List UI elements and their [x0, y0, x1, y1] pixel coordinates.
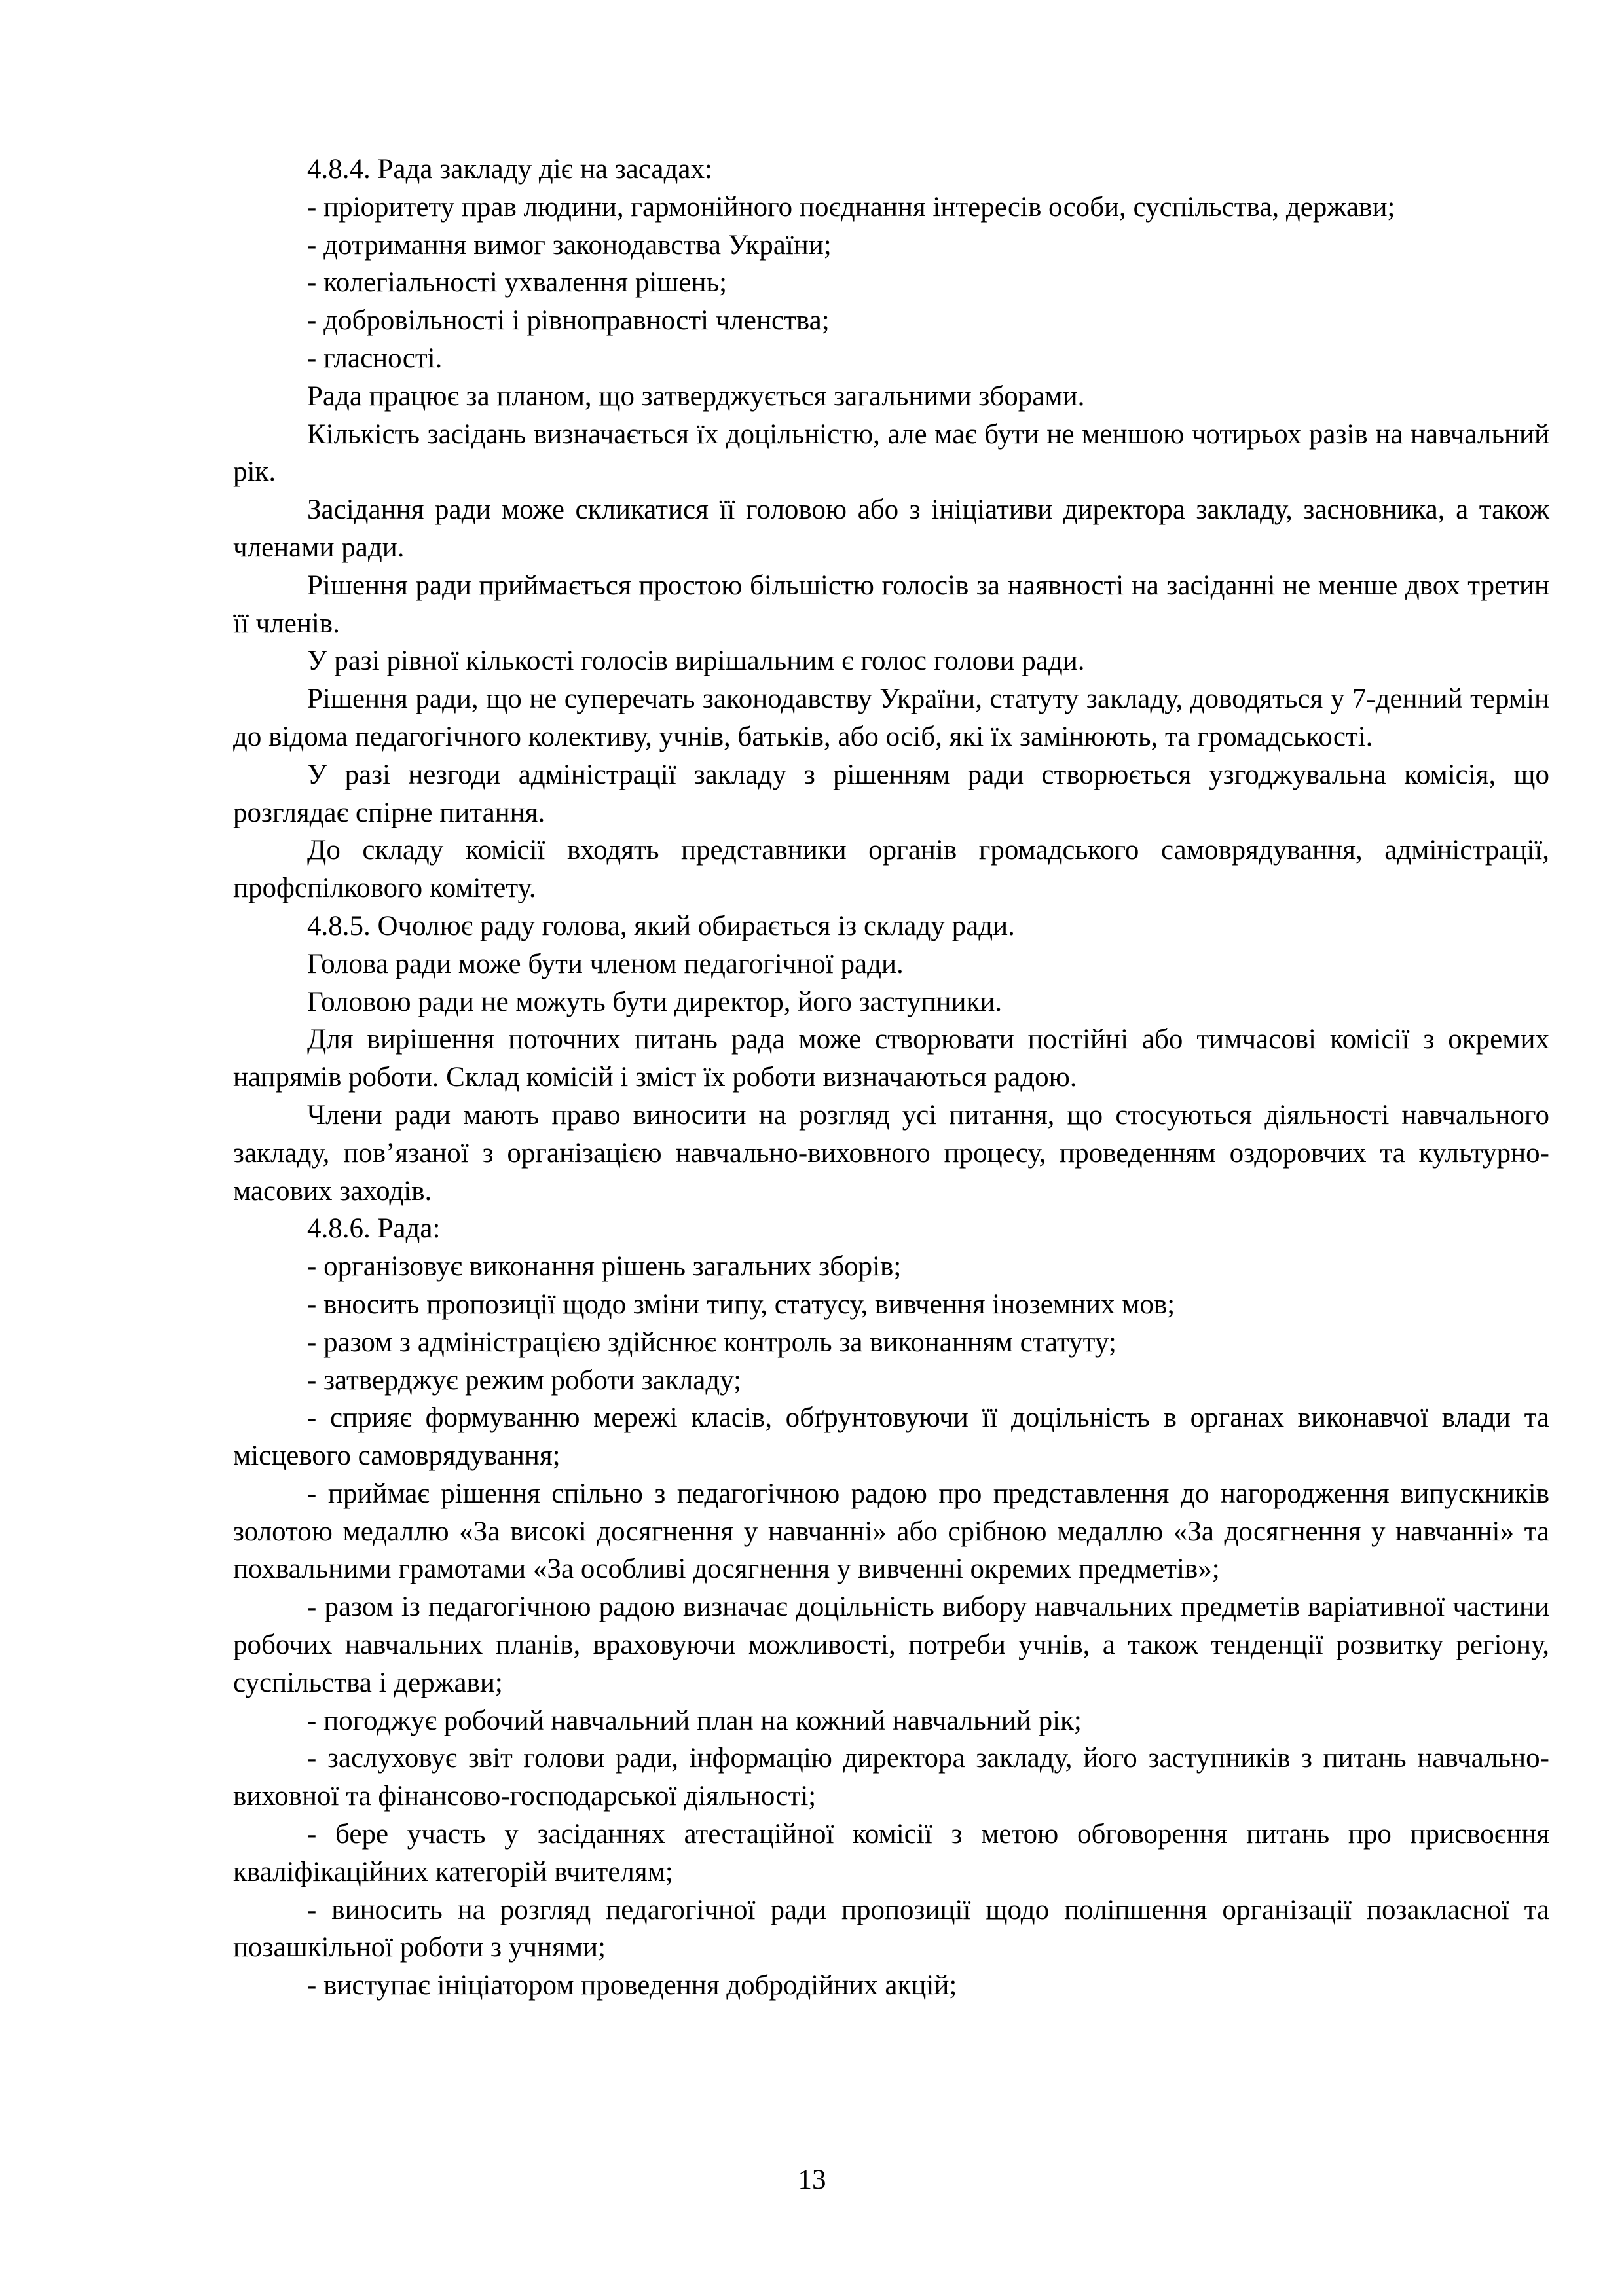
paragraph: 4.8.6. Рада: [307, 1213, 441, 1245]
list-item: - пріоритету прав людини, гармонійного поєднання інтересів особи, суспільства, держави; [307, 191, 1395, 223]
document-body [233, 151, 1549, 2005]
paragraph: Засідання ради може скликатися її головою або з ініціативи директора закладу, засновника, а також членами ради. [233, 494, 1549, 563]
paragraph: Кількість засідань визначається їх доцільністю, але має бути не меншою чотирьох разів на навчальний рік. [233, 418, 1549, 488]
list-item: - організовує виконання рішень загальних зборів; [307, 1251, 902, 1283]
list-item: - разом з адміністрацією здійснює контроль за виконанням статуту; [307, 1326, 1116, 1358]
paragraph: Рішення ради, що не суперечать законодавству України, статуту закладу, доводяться у 7-денний термін до відома педагогічного колективу, учнів, батьків, або осіб, які їх замінюють, та громадськості. [233, 683, 1549, 752]
paragraph: У разі рівної кількості голосів вирішальним є голос голови ради. [307, 646, 1085, 677]
paragraph: Рада працює за планом, що затверджується загальними зборами. [307, 380, 1085, 412]
paragraph: Члени ради мають право виносити на розгляд усі питання, що стосуються діяльності навчального закладу, пов’язаної з організацією навчально-виховного процесу, проведенням оздоровчих та культурно-масових заходів. [233, 1099, 1549, 1207]
page-number: 13 [798, 2164, 826, 2195]
list-item: - сприяє формуванню мережі класів, обґрунтовуючи її доцільність в органах виконавчої влади та місцевого самоврядування; [233, 1402, 1549, 1472]
list-item: - бере участь у засіданнях атестаційної комісії з метою обговорення питань про присвоєння кваліфікаційних категорій вчителям; [233, 1819, 1549, 1887]
paragraph: 4.8.5. Очолює раду голова, який обирається із складу ради. [307, 910, 1015, 941]
list-item: - вносить пропозиції щодо зміни типу, статусу, вивчення іноземних мов; [307, 1288, 1175, 1320]
list-item: - заслуховує звіт голови ради, інформацію директора закладу, його заступників з питань навчально-виховної та фінансово-господарської діяльності; [233, 1743, 1549, 1812]
list-item: - дотримання вимог законодавства України; [307, 229, 832, 261]
list-item: - виступає ініціатором проведення добродійних акцій; [307, 1970, 957, 2001]
list-item: - гласності. [307, 342, 443, 374]
paragraph: У разі незгоди адміністрації закладу з рішенням ради створюється узгоджувальна комісія, що розглядає спірне питання. [233, 759, 1549, 828]
list-item: - разом із педагогічною радою визначає доцільність вибору навчальних предметів варіативної частини робочих навчальних планів, враховуючи можливості, потреби учнів, а також тенденції розвитку регіону, суспільства і держави; [233, 1592, 1549, 1698]
list-item: - колегіальності ухвалення рішень; [307, 267, 728, 299]
paragraph: Голова ради може бути членом педагогічної ради. [307, 948, 904, 979]
list-item: - погоджує робочий навчальний план на кожний навчальний рік; [307, 1705, 1082, 1736]
paragraph: Головою ради не можуть бути директор, його заступники. [307, 986, 1003, 1017]
paragraph: Для вирішення поточних питань рада може створювати постійні або тимчасові комісії з окремих напрямів роботи. Склад комісій і зміст їх роботи визначаються радою. [233, 1024, 1549, 1093]
paragraph: 4.8.4. Рада закладу діє на засадах: [307, 154, 712, 185]
list-item: - приймає рішення спільно з педагогічною радою про представлення до нагородження випускників золотою медаллю «За високі досягнення у навчанні» або срібною медаллю «За досягнення у навчанні» та похвальними грамотами «За особливі досягнення у вивченні окремих предметів»; [233, 1478, 1549, 1585]
list-item: - добровільності і рівноправності членства; [307, 305, 830, 337]
list-item: - виносить на розгляд педагогічної ради пропозиції щодо поліпшення організації позакласної та позашкільної роботи з учнями; [233, 1894, 1549, 1963]
paragraph: До складу комісії входять представники органів громадського самоврядування, адміністрації, профспілкового комітету. [233, 835, 1549, 904]
paragraph: Рішення ради приймається простою більшістю голосів за наявності на засіданні не менше двох третин її членів. [233, 570, 1549, 639]
list-item: - затверджує режим роботи закладу; [307, 1364, 742, 1396]
